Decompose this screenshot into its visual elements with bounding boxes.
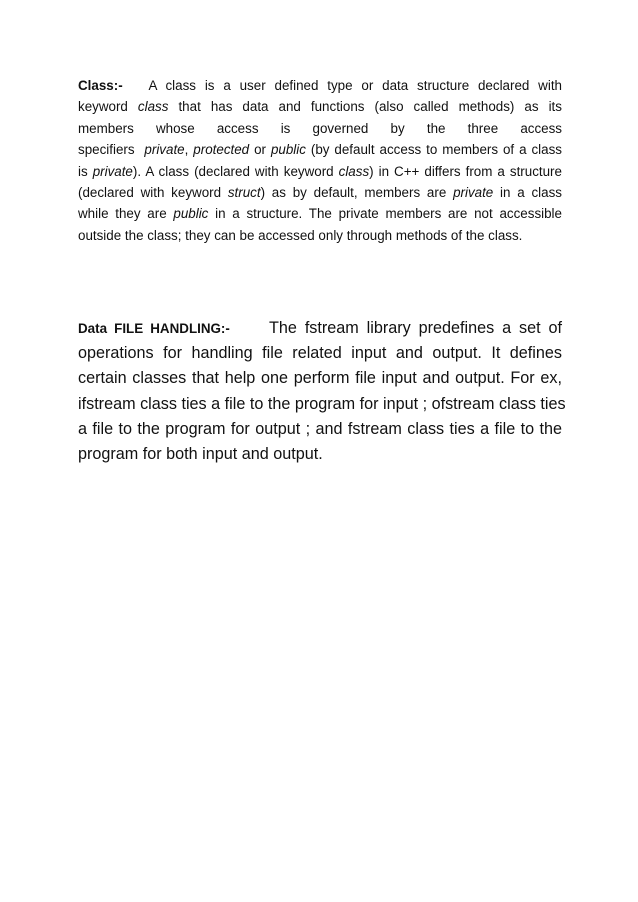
file-line-2: operations for handling file related input and output. It defines (78, 344, 562, 363)
file-handling-heading: Data FILE HANDLING:- (78, 321, 230, 336)
class-heading: Class:- (78, 78, 123, 93)
file-line-3: certain classes that help one perform file input and output. For ex, (78, 369, 562, 388)
class-line-3: members whose access is governed by the three access (78, 120, 562, 136)
class-line-4: specifiers private, protected or public (by default access to members of a class (78, 142, 562, 158)
file-line-1: Data FILE HANDLING:- The fstream library predefines a set of (78, 319, 563, 337)
file-line-4: ifstream class ties a file to the program for input ; ofstream class ties (78, 394, 566, 413)
class-line-8: outside the class; they can be accessed only through methods of the class. (78, 227, 523, 243)
class-line-7: while they are public in a structure. The private members are not accessible (78, 206, 562, 222)
class-line-5: is private). A class (declared with keyword class) in C++ differs from a structure (78, 163, 562, 179)
file-handling-section (78, 316, 566, 467)
class-line-2: keyword class that has data and functions (also called methods) as its (78, 99, 562, 115)
file-line-5: a file to the program for output ; and fstream class ties a file to the (78, 419, 562, 438)
class-section (78, 75, 562, 246)
class-line-1: Class:- A class is a user defined type or data structure declared with (78, 78, 562, 93)
class-line-6: (declared with keyword struct) as by default, members are private in a class (78, 184, 562, 200)
file-line-6: program for both input and output. (78, 444, 323, 463)
